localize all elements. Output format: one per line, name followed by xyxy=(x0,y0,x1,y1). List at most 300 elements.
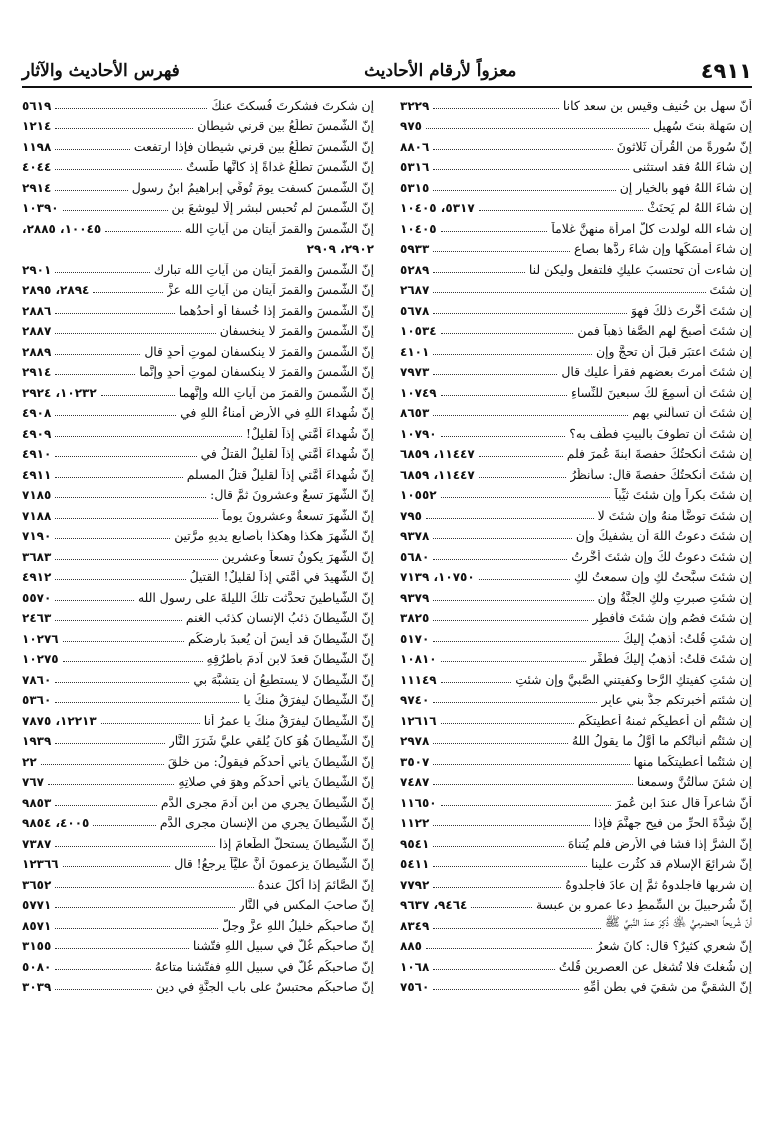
leader-dots xyxy=(441,805,611,806)
entry-hadith-numbers: ١٠٠٤٥، ٢٨٨٥، xyxy=(22,221,102,236)
leader-dots xyxy=(55,887,254,888)
index-title: فهرس الأحاديث والآثار xyxy=(22,61,180,81)
leader-dots xyxy=(63,661,203,662)
index-entry xyxy=(22,277,374,298)
index-entry xyxy=(22,113,374,134)
index-entry xyxy=(400,482,752,503)
entry-hadith-text: إنّ الشقيَّ من شقيَ في بطنِ أمِّهِ xyxy=(583,980,752,994)
leader-dots xyxy=(55,969,150,970)
entry-hadith-numbers: ٣١٥٥ xyxy=(22,939,52,953)
leader-dots xyxy=(441,497,611,498)
index-entry xyxy=(22,256,374,277)
leader-dots xyxy=(55,907,234,908)
entry-hadith-text: إن شئتَ دعوتُ لكَ وإن شئتَ أخَّرتُ xyxy=(571,549,752,564)
entry-hadith-text: إنّ الشَّهرَ تسعٌ وعشرونَ ثمَّ قال: xyxy=(210,488,374,502)
entry-hadith-text: إنّ الشَّمسَ والقمرَ آيتانِ من آياتِ الله xyxy=(184,221,374,236)
entry-hadith-text: إن شئتُما أعطيتكُما منها xyxy=(633,754,752,769)
index-entry xyxy=(22,420,374,441)
leader-dots xyxy=(433,989,579,990)
leader-dots xyxy=(433,784,633,785)
entry-hadith-numbers: ٧١٨٥ xyxy=(22,488,52,502)
entry-hadith-text: أنّ شاعراً قال عندَ ابن عُمرَ xyxy=(614,795,752,810)
entry-hadith-numbers: ٣٨٢٥ xyxy=(400,611,430,625)
leader-dots xyxy=(433,969,555,970)
entry-hadith-numbers: ٧١٨٨ xyxy=(22,508,52,523)
leader-dots xyxy=(55,436,242,437)
index-entry xyxy=(400,236,752,257)
entry-hadith-numbers: ١٠٢٣٢، ٢٩٢٤ xyxy=(22,385,97,400)
entry-hadith-text: إنّ الشَّمسَ كسفت يومَ تُوفِّي إبراهيمُ ابنُ رسولِ xyxy=(131,180,374,195)
entry-hadith-numbers: ٣٦٨٣ xyxy=(22,549,52,564)
index-entry xyxy=(22,338,374,359)
entry-hadith-text: إنّ شرائعَ الإسلامِ قد كثُرت علينا xyxy=(591,857,752,871)
index-column-left xyxy=(22,92,374,994)
entry-hadith-text: إن شئتَ دعوتُ اللهَ أن يشفيكَ وإن xyxy=(575,529,752,543)
index-entry xyxy=(22,584,374,605)
entry-hadith-text: إنّ الشَّيطانَ ذئبُ الإنسانِ كذئبِ الغنمِ xyxy=(185,611,374,625)
entry-hadith-numbers: ٩٥٤١ xyxy=(400,836,430,851)
entry-hadith-text: إنّ الصَّائمَ إذا أُكلَ عندهُ xyxy=(257,877,374,892)
entry-hadith-numbers: ١٠٣٩٠ xyxy=(22,201,59,215)
index-entry xyxy=(400,461,752,482)
entry-hadith-text: إن شئتَ أن تطوفَ بالبيتِ فطُف به؟ xyxy=(569,426,752,441)
entry-hadith-text: أنّ شُريحاً الحضرميَّ ﵁ ذُكِرَ عندَ النَّبيِّ ﷺ xyxy=(605,914,752,929)
entry-hadith-numbers: ٤٩١٠ xyxy=(22,447,52,461)
entry-hadith-numbers: ١١٦٥٠ xyxy=(400,795,437,810)
index-entry xyxy=(22,461,374,482)
index-entry xyxy=(22,482,374,503)
index-entry xyxy=(400,564,752,585)
entry-hadith-numbers: ٥٦١٩ xyxy=(22,98,52,113)
index-entry xyxy=(400,133,752,154)
leader-dots xyxy=(479,456,563,457)
entry-hadith-numbers: ٥٣٦٠ xyxy=(22,693,52,707)
leader-dots xyxy=(55,149,130,150)
index-entry xyxy=(400,584,752,605)
entry-hadith-numbers: ٢٩٠٢، ٢٩٠٩ xyxy=(306,242,374,256)
entry-hadith-text: إنّ الشَّمسَ والقمرَ لا ينخسفانِ xyxy=(219,324,374,338)
entry-hadith-numbers: ٩٣٧٨ xyxy=(400,529,430,543)
leader-dots xyxy=(433,374,557,375)
entry-hadith-text: أنّ سهل بن حُنيف وقيس بن سعد كانا xyxy=(562,98,752,113)
entry-hadith-text: إنّ الشَّمسَ والقمرَ آيتانِ من آياتِ الله تبارك xyxy=(153,262,374,277)
index-entry xyxy=(22,174,374,195)
index-entry xyxy=(22,851,374,872)
index-entry xyxy=(22,830,374,851)
index-entry xyxy=(22,912,374,933)
entry-hadith-text: إنّ شُهداءَ أمَّتي إذاً لقليلٌ القتلُ في xyxy=(200,447,374,461)
entry-hadith-text: إنّ الشَّهيدَ في أمَّتي إذاً لقليلٌ! القتيلُ xyxy=(189,570,374,584)
leader-dots xyxy=(101,395,175,396)
entry-hadith-text: إن شاء الله لولدت كلُّ امرأة منهنَّ غلاماً xyxy=(551,221,752,236)
leader-dots xyxy=(55,169,182,170)
leader-dots xyxy=(433,641,619,642)
entry-hadith-numbers: ٥٦٧٨ xyxy=(400,303,430,318)
leader-dots xyxy=(48,784,174,785)
entry-hadith-text: إنّ الشَّيطانَ يجري من الإنسانِ مجرى الدَّمِ xyxy=(159,816,374,830)
leader-dots xyxy=(63,866,171,867)
entry-hadith-text: إن شاءت أن تحتسبَ عليكِ فلتفعل وليكن لنا xyxy=(528,262,752,277)
entry-hadith-numbers: ١٠٦٨ xyxy=(400,959,430,974)
index-entry xyxy=(400,359,752,380)
index-entry xyxy=(22,215,374,236)
entry-hadith-text: إنّ الشَّيطانَ يزعمونَ أنَّ عليَّاً يرجعُ! قال xyxy=(174,857,374,871)
entry-hadith-text: إنّ الشَّيطانَ ليفرَقُ منكَ يا xyxy=(243,693,374,707)
entry-hadith-text: إن شئتِ قُلتُ: أذهبُ إليكَ xyxy=(622,631,752,646)
leader-dots xyxy=(55,333,215,334)
entry-hadith-text: إنّ شُهداءَ اللهِ في الأرضِ أمناءُ اللهِ في xyxy=(180,406,374,420)
entry-hadith-text: إنّ الشَّمسَ والقمرَ آيتانِ من آياتِ الله عزَّ xyxy=(166,283,374,297)
index-entry xyxy=(400,789,752,810)
leader-dots xyxy=(479,477,566,478)
header-rule xyxy=(22,86,752,88)
index-entry xyxy=(400,646,752,667)
leader-dots xyxy=(426,518,594,519)
entry-hadith-numbers: ٥٩٣٣ xyxy=(400,242,430,256)
entry-hadith-numbers: ١٠٢٧٥ xyxy=(22,652,59,666)
entry-hadith-text: إنّ الشَّيطانَ لا يستطيعُ أن يتشبَّهَ بي xyxy=(193,672,374,687)
leader-dots xyxy=(441,682,512,683)
index-entry xyxy=(400,851,752,872)
leader-dots xyxy=(105,231,180,232)
leader-dots xyxy=(433,292,705,293)
leader-dots xyxy=(433,272,525,273)
entry-hadith-numbers: ١٠٨١٠ xyxy=(400,652,437,666)
leader-dots xyxy=(441,661,586,662)
entry-hadith-numbers: ٩٤٦٤، ٩٦٣٧ xyxy=(400,898,468,912)
entry-hadith-numbers: ٥٥٧٠ xyxy=(22,590,52,605)
entry-hadith-numbers: ١٢٢١٣، ٧٨٧٥ xyxy=(22,713,97,728)
entry-hadith-text: إن شُغلتَ فلا تُشغل عن العصرينِ قُلتُ xyxy=(558,959,752,974)
index-column-right xyxy=(400,92,752,994)
entry-hadith-text: إن شئتَ أصبحَ لهم الصَّفا ذهباً فمن xyxy=(577,324,752,338)
index-entry xyxy=(22,933,374,954)
entry-hadith-text: إنّ الشَّهرَ يكونُ تسعاً وعشرين xyxy=(221,549,374,564)
index-entry xyxy=(400,92,752,113)
entry-hadith-numbers: ٧٦٧ xyxy=(22,775,44,789)
entry-hadith-numbers: ١٠٤٠٥ xyxy=(400,221,437,236)
entry-hadith-text: إن شربها فاجلدوهُ ثمَّ إن عادَ فاجلدوهُ xyxy=(565,877,752,892)
entry-hadith-text: إن شئتِ صبرتِ ولكِ الجنَّةُ وإن xyxy=(597,590,752,605)
index-entry xyxy=(400,707,752,728)
entry-hadith-text: إنّ الشَّمسَ تطلُعُ بين قرني شيطانٍ xyxy=(197,119,374,133)
entry-hadith-text: إن شئتَ توضَّأ منهُ وإن شئتَ لا xyxy=(597,508,752,523)
leader-dots xyxy=(433,559,567,560)
leader-dots xyxy=(55,620,182,621)
entry-hadith-text: إن شاءَ اللهُ فهو بالخيار إن xyxy=(619,180,752,195)
leader-dots xyxy=(433,928,601,929)
index-entry xyxy=(400,400,752,421)
index-entry xyxy=(22,646,374,667)
index-entry xyxy=(400,420,752,441)
leader-dots xyxy=(55,108,207,109)
entry-hadith-numbers: ٥٣١٦ xyxy=(400,160,430,174)
entry-hadith-text: إن شئتَ قلتُ: أذهبُ إليكَ فطفِّر xyxy=(590,652,752,666)
leader-dots xyxy=(93,292,162,293)
leader-dots xyxy=(441,231,548,232)
running-title: معزواً لأرقام الأحاديث xyxy=(364,61,517,81)
entry-hadith-text: إنّ الشَّيطانَ ليفرَقُ منكَ يا عمرُ أنا xyxy=(203,713,374,728)
entry-hadith-text: إن شكرتَ فشكرتَ فُسكتَ عنكَ xyxy=(211,98,374,113)
entry-hadith-numbers: ٢٨٨٧ xyxy=(22,324,52,338)
entry-hadith-numbers: ١٢١٤ xyxy=(22,119,52,133)
entry-hadith-numbers: ٨٦٥٣ xyxy=(400,406,430,420)
entry-hadith-text: إنّ الشَّمسَ تطلُعُ غداةً إذ كأنَّها طَستٌ xyxy=(186,160,374,174)
index-entry xyxy=(22,892,374,913)
index-entry xyxy=(22,154,374,175)
entry-hadith-text: إنّ الشَّيطانَ يأتي أحدكُم فيقولُ: من خلقَ xyxy=(167,754,374,769)
index-entry xyxy=(400,297,752,318)
leader-dots xyxy=(63,210,168,211)
entry-hadith-text: إنّ شُرحبيلَ بن السِّمطِ دعا عمرو بن عبسة xyxy=(535,898,752,912)
entry-hadith-numbers: ٣٢٢٩ xyxy=(400,98,430,113)
leader-dots xyxy=(101,723,200,724)
entry-hadith-numbers: ١٢٣٦٦ xyxy=(22,857,59,871)
entry-hadith-text: إن شئتِ كفيتكِ الرَّحا وكفيتني الصَّبيَّ وإن شئتِ xyxy=(515,672,752,687)
leader-dots xyxy=(55,948,189,949)
index-entry xyxy=(400,666,752,687)
entry-hadith-numbers: ٥٤١١ xyxy=(400,857,430,871)
index-entry xyxy=(22,810,374,831)
leader-dots xyxy=(55,846,215,847)
entry-hadith-numbers: ٨٨٠٦ xyxy=(400,139,430,154)
index-entry xyxy=(22,523,374,544)
entry-hadith-numbers: ٥٦٨٠ xyxy=(400,549,430,564)
entry-hadith-text: إنّ صاحبكُم خليلُ اللهِ عزَّ وجلَّ xyxy=(222,918,374,933)
entry-hadith-numbers: ٥١٧٠ xyxy=(400,631,430,646)
index-entry xyxy=(22,687,374,708)
index-entry xyxy=(400,625,752,646)
leader-dots xyxy=(433,887,561,888)
index-entry xyxy=(22,359,374,380)
index-entry xyxy=(400,810,752,831)
entry-hadith-numbers: ٥٧٧١ xyxy=(22,898,52,912)
entry-hadith-text: إنّ الشَّمسَ والقمرَ إذا خُسفا أو أحدُهما xyxy=(178,303,374,318)
index-entry xyxy=(400,953,752,974)
leader-dots xyxy=(441,436,566,437)
index-entry xyxy=(22,195,374,216)
entry-hadith-text: إنّ الشَّيطانَ يستحلُّ الطَّعامَ إذا xyxy=(219,836,374,851)
entry-hadith-numbers: ٩٧٤٠ xyxy=(400,693,430,707)
leader-dots xyxy=(471,907,532,908)
leader-dots xyxy=(55,497,206,498)
index-entry xyxy=(22,707,374,728)
index-entry xyxy=(22,769,374,790)
leader-dots xyxy=(433,415,628,416)
entry-hadith-numbers: ٣٥٠٧ xyxy=(400,754,430,769)
entry-hadith-text: إنّ صاحبكُم محتبسٌ على بابِ الجنَّةِ في دينٍ xyxy=(155,980,374,994)
leader-dots xyxy=(433,251,570,252)
page-header xyxy=(22,58,752,84)
entry-hadith-numbers: ٩٨٥٣ xyxy=(22,795,52,810)
index-entry xyxy=(400,687,752,708)
entry-hadith-text: إن شئتَ اعتبَر قبلَ أن تحجَّ وإن xyxy=(596,344,752,359)
entry-hadith-numbers: ٤٠٠٥، ٩٨٥٤ xyxy=(22,816,90,830)
index-entry xyxy=(22,379,374,400)
entry-hadith-numbers: ٧٤٨٧ xyxy=(400,775,430,789)
entry-hadith-numbers: ٧٨٦٠ xyxy=(22,672,52,687)
index-entry xyxy=(22,605,374,626)
entry-hadith-text: إنّ الشَّياطينَ تحدَّثت تلكَ الليلةَ على رسولِ الله xyxy=(137,590,374,605)
entry-hadith-numbers: ٥٣١٧، ١٠٤٠٥ xyxy=(400,201,475,215)
leader-dots xyxy=(433,846,564,847)
entry-hadith-text: إن شئتَ أمرتَ بعضهم فقرأ عليك قال xyxy=(561,365,752,379)
entry-hadith-text: إنّ شُهداءَ أمَّتي إذاً لقليلٌ قتلُ المسلمِ xyxy=(186,467,374,482)
entry-hadith-text: إنّ صاحبكُم غُلَّ في سبيلِ اللهِ ففتّشنا متاعهُ xyxy=(154,959,374,974)
entry-hadith-text: إن شئتَ أنكحتُكَ حفصةَ قال: سأنظُرُ xyxy=(570,467,752,482)
index-entry xyxy=(400,728,752,749)
entry-hadith-numbers: ١٢٦١٦ xyxy=(400,713,437,728)
index-entry xyxy=(400,933,752,954)
entry-hadith-numbers: ١٠٥٣٤ xyxy=(400,324,437,338)
entry-hadith-text: إن شاءَ اللهُ لم يَحنَثْ xyxy=(647,201,752,215)
entry-hadith-text: إن سَهلة بنتَ سُهيلٍ xyxy=(652,119,752,133)
index-entry xyxy=(400,543,752,564)
entry-hadith-numbers: ٢٢ xyxy=(22,754,37,769)
leader-dots xyxy=(93,825,156,826)
entry-hadith-numbers: ٧١٩٠ xyxy=(22,529,52,543)
entry-hadith-numbers: ٤٩٠٨ xyxy=(22,406,52,420)
index-entry xyxy=(400,154,752,175)
index-entry xyxy=(22,974,374,995)
entry-hadith-numbers: ٢٩٠١ xyxy=(22,262,52,277)
index-entry xyxy=(400,605,752,626)
leader-dots xyxy=(441,395,567,396)
entry-hadith-text: إنّ الشرَّ إذا فشا في الأرض فلم يُتناهَ xyxy=(567,836,752,851)
entry-hadith-text: إنّ سُورةً من القُرآنِ ثَلاثونَ xyxy=(616,139,752,154)
leader-dots xyxy=(433,538,572,539)
leader-dots xyxy=(55,989,152,990)
entry-hadith-numbers: ١٩٣٩ xyxy=(22,734,52,748)
entry-hadith-numbers: ١٠٧٤٩ xyxy=(400,385,437,400)
leader-dots xyxy=(55,600,134,601)
entry-hadith-numbers: ٨٣٤٩ xyxy=(400,918,430,933)
entry-hadith-text: إن شئتَ فصُم وإن شئتَ فأفطِر xyxy=(592,611,752,625)
leader-dots xyxy=(55,313,175,314)
entry-hadith-numbers: ٢٨٨٦ xyxy=(22,303,52,318)
entry-hadith-numbers: ١٠٧٩٠ xyxy=(400,426,437,441)
index-entry xyxy=(22,92,374,113)
entry-hadith-text: إنّ الشَّيطانَ يأتي أحدكُم وهوَ في صلاتِهِ xyxy=(178,775,374,789)
index-entry xyxy=(400,215,752,236)
entry-hadith-text: إن شئتَ بكراً وإن شئتَ ثيِّباً xyxy=(614,488,752,502)
leader-dots xyxy=(55,928,218,929)
leader-dots xyxy=(55,702,239,703)
entry-hadith-text: إن شئتَ أخَّرتَ ذلكَ فهوَ xyxy=(630,303,752,318)
index-entry xyxy=(400,748,752,769)
entry-hadith-numbers: ٢٦٨٧ xyxy=(400,283,430,297)
entry-hadith-text: إنّ الشَّيطانَ يجري من ابن آدمَ مجرى الدَّمِ xyxy=(160,795,374,810)
entry-hadith-text: إنّ شُهداءَ أمَّتي إذاً لقليلٌ! xyxy=(246,426,374,441)
index-entry xyxy=(400,892,752,913)
leader-dots xyxy=(479,579,570,580)
index-entry xyxy=(22,666,374,687)
page-number: ٤٩١١ xyxy=(700,59,752,83)
entry-hadith-text: إن شئتَ أنكحتُكَ حفصةَ ابنةَ عُمرَ فلم xyxy=(566,447,752,461)
index-entry xyxy=(400,318,752,339)
entry-hadith-text: إنّ شِدَّةَ الحرِّ من فيحِ جهنَّمَ فإذا xyxy=(593,816,752,830)
entry-hadith-text: إنّ الشَّهرَ تسعةٌ وعشرونَ يوماً xyxy=(222,508,374,523)
leader-dots xyxy=(55,354,140,355)
index-entry xyxy=(22,625,374,646)
index-entry xyxy=(22,400,374,421)
index-entry xyxy=(22,789,374,810)
entry-hadith-text: إن شئتَ سبَّحتُ لكِ وإن سمعتُ لكِ xyxy=(573,570,752,584)
index-entry xyxy=(400,523,752,544)
entry-hadith-numbers: ٥٢٨٩ xyxy=(400,262,430,277)
entry-hadith-numbers: ٥٠٨٠ xyxy=(22,959,52,974)
entry-hadith-text: إن شئتُم أن أُعطيكُم ثمنهُ أعطيتكُم xyxy=(578,713,752,728)
leader-dots xyxy=(55,477,182,478)
leader-dots xyxy=(55,559,218,560)
entry-hadith-text: إن شئتَ أن تسأَلني بهم xyxy=(632,406,752,420)
index-entry xyxy=(22,502,374,523)
entry-hadith-text: إنّ صاحبَ المكسِ في النَّارِ xyxy=(238,898,374,912)
entry-hadith-numbers: ٤٠٤٤ xyxy=(22,160,52,174)
entry-hadith-numbers: ٢٨٩٤، ٢٨٩٥ xyxy=(22,283,90,297)
entry-hadith-numbers: ١٠٢٧٦ xyxy=(22,631,59,646)
entry-hadith-numbers: ٤٩١٢ xyxy=(22,570,52,584)
entry-hadith-text: إن شئتَ أن أسمِعَ لكَ سبعينَ للنِّساءِ xyxy=(571,385,752,400)
leader-dots xyxy=(433,313,627,314)
leader-dots xyxy=(55,682,189,683)
leader-dots xyxy=(55,272,150,273)
leader-dots xyxy=(55,743,165,744)
entry-hadith-numbers: ١٠٥٥٢ xyxy=(400,488,437,502)
entry-hadith-numbers: ٤١٠١ xyxy=(400,344,430,359)
leader-dots xyxy=(433,620,588,621)
index-entry xyxy=(400,277,752,298)
entry-hadith-numbers: ٨٨٥ xyxy=(400,939,422,953)
entry-hadith-numbers: ٢٨٨٩ xyxy=(22,344,52,359)
entry-hadith-numbers: ١١٤٤٧، ٦٨٥٩ xyxy=(400,447,475,461)
index-entry xyxy=(400,256,752,277)
entry-hadith-numbers: ٧٩٧٣ xyxy=(400,365,430,379)
leader-dots xyxy=(433,190,615,191)
leader-dots xyxy=(41,764,164,765)
index-entry xyxy=(22,953,374,974)
index-entry xyxy=(22,441,374,462)
leader-dots xyxy=(433,600,593,601)
entry-hadith-text: إنّ الشَّهرَ هكذا وهكذا بأصابعِ يديهِ مرَّتين xyxy=(174,529,374,543)
entry-hadith-text: إن شاءَ أمسَكَها وإن شاءَ ردَّها بصاعٍ xyxy=(574,242,752,256)
leader-dots xyxy=(55,518,218,519)
leader-dots xyxy=(433,743,568,744)
entry-hadith-numbers: ٧٣٨٧ xyxy=(22,836,52,851)
index-entry xyxy=(22,133,374,154)
index-entry xyxy=(22,564,374,585)
index-entry xyxy=(400,912,752,933)
entry-hadith-text: إنّ الشَّمسَ والقمرَ لا ينكسفانِ لموتِ أحدٍ قال xyxy=(144,344,374,359)
leader-dots xyxy=(433,825,590,826)
entry-hadith-numbers: ٢٩٧٨ xyxy=(400,734,430,748)
entry-hadith-text: إنّ صاحبكُم غُلَّ في سبيلِ اللهِ فتّشنا xyxy=(192,939,374,953)
leader-dots xyxy=(426,128,649,129)
leader-dots xyxy=(433,108,559,109)
leader-dots xyxy=(433,764,629,765)
index-entry xyxy=(22,748,374,769)
entry-hadith-numbers: ٧٥٦٠ xyxy=(400,980,430,994)
index-entry xyxy=(22,871,374,892)
index-entry xyxy=(400,379,752,400)
entry-hadith-text: إن شئتم أخبرتكم جدُّ بني عابِرٍ xyxy=(601,693,752,707)
entry-hadith-numbers: ٨٥٧١ xyxy=(22,918,52,933)
leader-dots xyxy=(55,579,185,580)
leader-dots xyxy=(55,456,196,457)
index-entry xyxy=(400,871,752,892)
entry-hadith-numbers: ١١٤٤٧، ٦٨٥٩ xyxy=(400,467,475,482)
entry-hadith-text: إنّ الشَّمسَ والقمرَ لا ينكسفانِ لموتِ أحدٍ وإنَّما xyxy=(139,365,374,379)
